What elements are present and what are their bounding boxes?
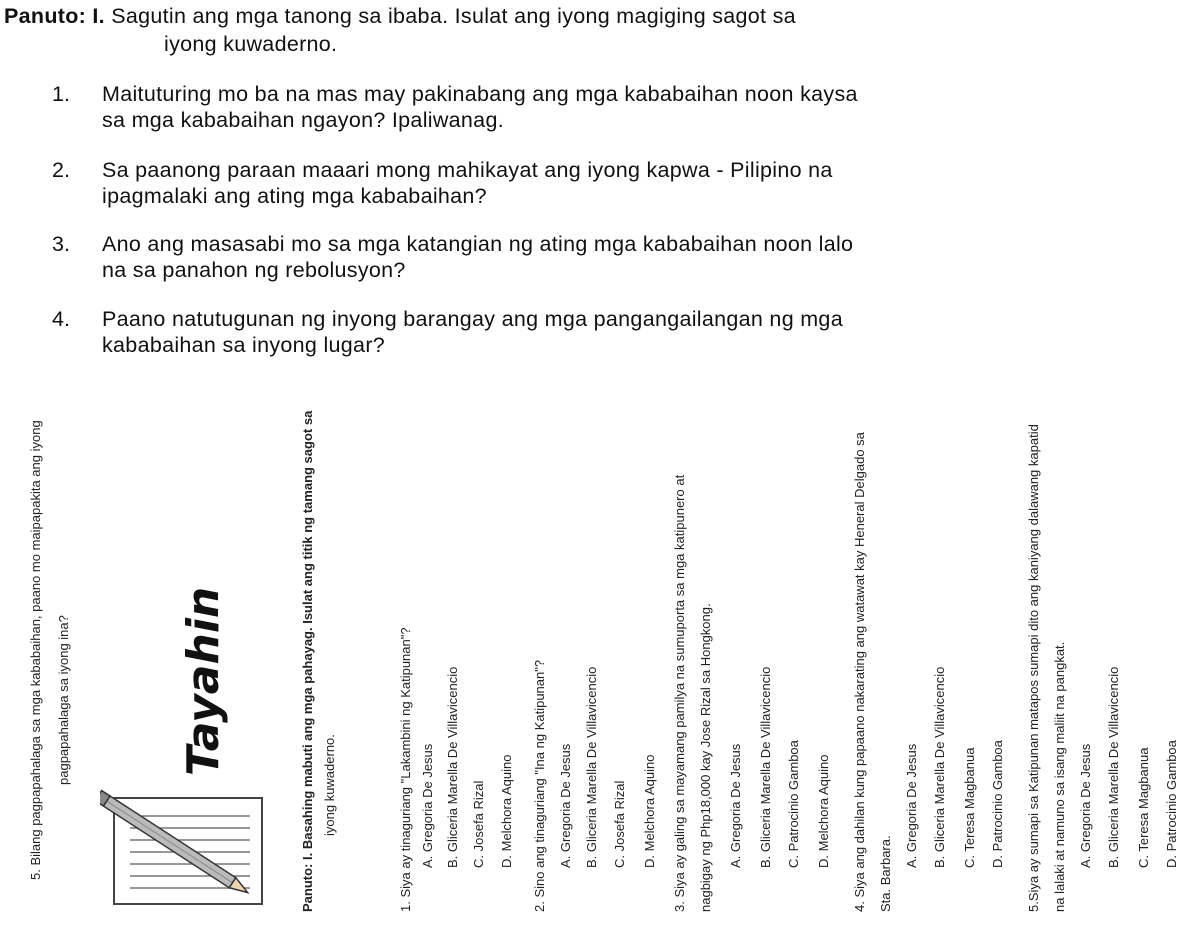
quiz-option: D. Melchora Aquino: [816, 754, 831, 868]
question-text: Sa paanong paraan maaari mong mahikayat ang iyong kapwa - Pilipino na: [102, 158, 833, 182]
question-text: kababaihan sa inyong lugar?: [102, 333, 386, 357]
quiz-option: A. Gregoria De Jesus: [420, 743, 435, 868]
quiz-option: C. Josefa Rizal: [471, 780, 486, 868]
question-number: 1.: [52, 82, 70, 106]
question-number: 2.: [52, 158, 70, 182]
question-text: Paano natutugunan ng inyong barangay ang mga pangangailangan ng mga: [102, 307, 843, 331]
tayahin-instruction-line2: iyong kuwaderno.: [322, 734, 337, 836]
quiz-option: B. Gliceria Marella De Villavicencio: [758, 666, 773, 868]
quiz-option: D. Patrocinio Gamboa: [990, 740, 1005, 868]
quiz-question: 3. Siya ay galing sa mayamang pamilya na sumuporta sa mga katipunero at: [672, 474, 687, 912]
quiz-option: D. Patrocinio Gamboa: [1164, 740, 1179, 868]
question-text: Maituturing mo ba na mas may pakinabang ang mga kababaihan noon kaysa: [102, 82, 858, 106]
instruction-continuation: iyong kuwaderno.: [164, 32, 338, 56]
quiz-option: B. Gliceria Marella De Villavicencio: [445, 666, 460, 868]
quiz-question: 1. Siya ay tinaguriang "Lakambini ng Katipunan"?: [398, 627, 413, 912]
question-number: 4.: [52, 307, 70, 331]
question-text: na sa panahon ng rebolusyon?: [102, 258, 406, 282]
quiz-option: C. Josefa Rizal: [612, 780, 627, 868]
quiz-question-continuation: nagbigay ng Php18,000 kay Jose Rizal sa Hongkong.: [698, 603, 713, 912]
quiz-option: A. Gregoria De Jesus: [728, 743, 743, 868]
quiz-option: B. Gliceria Marella De Villavicencio: [1106, 666, 1121, 868]
quiz-option: A. Gregoria De Jesus: [1078, 743, 1093, 868]
instruction-label: Panuto: I.: [4, 4, 105, 28]
quiz-option: D. Melchora Aquino: [499, 754, 514, 868]
quiz-option: A. Gregoria De Jesus: [558, 743, 573, 868]
question-text: sa mga kababaihan ngayon? Ipaliwanag.: [102, 108, 504, 132]
instruction-line: [4, 4, 796, 29]
question-text: ipagmalaki ang ating mga kababaihan?: [102, 184, 487, 208]
quiz-option: B. Gliceria Marella De Villavicencio: [932, 666, 947, 868]
quiz-option: A. Gregoria De Jesus: [904, 743, 919, 868]
quiz-question-continuation: Sta. Barbara.: [878, 835, 893, 912]
quiz-option: D. Melchora Aquino: [642, 754, 657, 868]
quiz-question: 2. Sino ang tinaguriang "Ina ng Katipunan"?: [532, 659, 547, 912]
notepad-pencil-icon: [100, 788, 272, 916]
instruction-text: Sagutin ang mga tanong sa ibaba. Isulat ang iyong magiging sagot sa: [111, 4, 796, 28]
question-number: 3.: [52, 232, 70, 256]
quiz-question: 4. Siya ang dahilan kung papaano nakarating ang watawat kay Heneral Delgado sa: [852, 432, 867, 912]
question-5-line2: pagpapahalaga sa iyong ina?: [56, 615, 71, 785]
quiz-question-continuation: na lalaki at namuno sa isang maliit na pangkat.: [1052, 641, 1067, 912]
quiz-option: C. Teresa Magbanua: [1136, 747, 1151, 868]
question-text: Ano ang masasabi mo sa mga katangian ng ating mga kababaihan noon lalo: [102, 232, 854, 256]
quiz-question: 5.Siya ay sumapi sa Katipunan matapos sumapi dito ang kaniyang dalawang kapatid: [1026, 424, 1041, 912]
question-5-line1: 5. Bilang pagpapahalaga sa mga kababaihan, paano mo maipapakita ang iyong: [28, 420, 43, 880]
tayahin-instruction-line1: Panuto: I. Basahing mabuti ang mga pahayag. Isulat ang titik ng tamang sagot sa: [300, 410, 315, 912]
quiz-option: B. Gliceria Marella De Villavicencio: [584, 666, 599, 868]
quiz-option: C. Patrocinio Gamboa: [786, 740, 801, 868]
section-title: Tayahin: [178, 586, 229, 776]
quiz-option: C. Teresa Magbanua: [962, 747, 977, 868]
